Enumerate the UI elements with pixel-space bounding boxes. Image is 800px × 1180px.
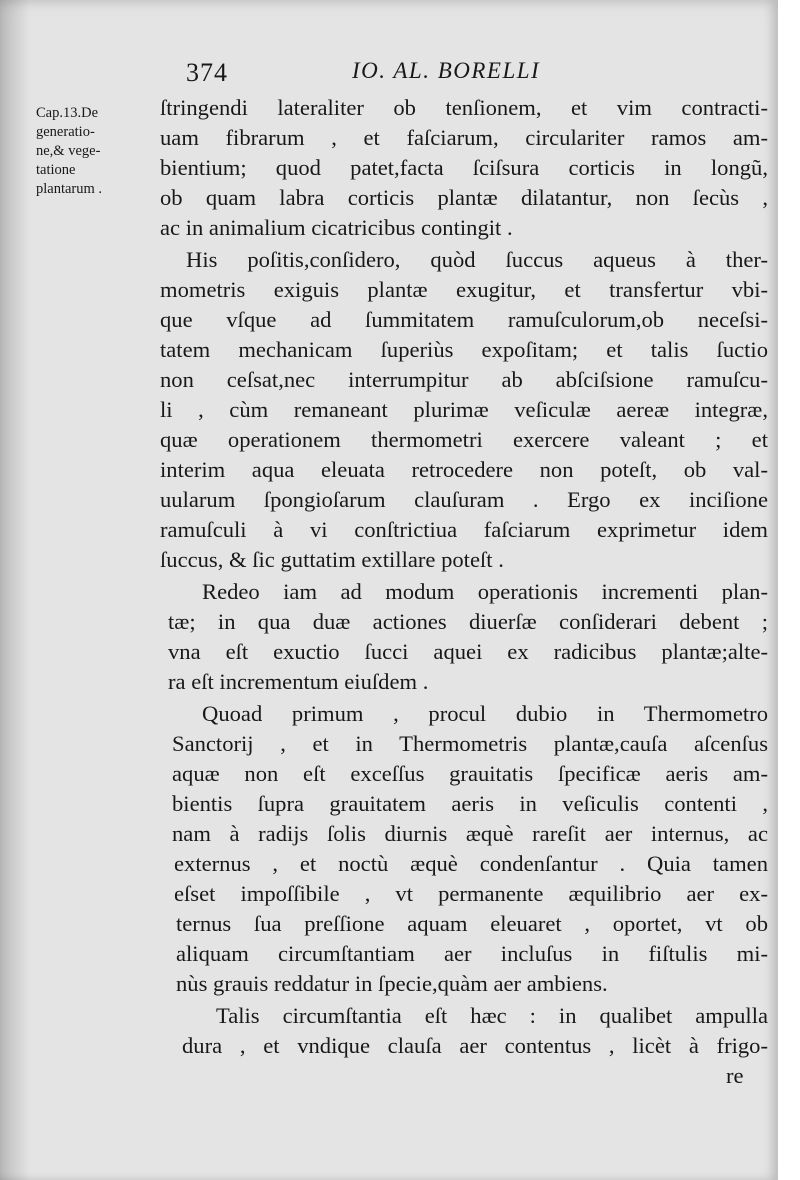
page-number: 374 [186, 58, 228, 87]
margin-note-line: generatio- [36, 124, 95, 140]
text-line: non ceſsat,nec interrumpitur ab abſciſsione ramuſcu- [160, 367, 768, 392]
margin-note-line: Cap.13.De [36, 105, 99, 121]
text-line: vna eſt exuctio ſucci aquei ex radicibus plantæ;alte- [168, 639, 768, 664]
text-line: ob quam labra corticis plantæ dilatantur, non ſecùs , [160, 185, 768, 210]
paragraph-first-line: Redeo iam ad modum operationis incrementi plan- [202, 579, 768, 604]
text-line: bientium; quod patet,facta ſciſsura corticis in longũ, [160, 155, 768, 180]
text-line: ac in animalium cicatricibus contingit . [160, 215, 513, 240]
margin-note-line: plantarum . [36, 181, 103, 197]
text-line: bientis ſupra grauitatem aeris in veſiculis contenti , [172, 791, 768, 816]
text-line: interim aqua eleuata retrocedere non poteſt, ob val- [160, 457, 768, 482]
text-line: ternus ſua preſſione aquam eleuaret , oportet, vt ob [176, 911, 768, 936]
text-line: li , cùm remaneant plurimæ veſiculæ aereæ integræ, [160, 397, 768, 422]
text-line: mometris exiguis plantæ exugitur, et transfertur vbi- [160, 277, 768, 302]
catchword: re [726, 1063, 744, 1088]
text-line: quæ operationem thermometri exercere valeant ; et [160, 427, 768, 452]
text-line: nùs grauis reddatur in ſpecie,quàm aer ambiens. [176, 971, 608, 996]
running-head: IO. AL. BORELLI [352, 58, 541, 83]
text-line: aliquam circumſtantiam aer incluſus in fiſtulis mi- [176, 941, 768, 966]
paragraph-first-line: Quoad primum , procul dubio in Thermometro [202, 701, 768, 726]
text-line: uularum ſpongioſarum clauſuram . Ergo ex inciſione [160, 487, 768, 512]
paragraph-first-line: His poſitis,conſidero, quòd ſuccus aqueus à ther- [186, 247, 768, 272]
text-line: externus , et noctù æquè condenſantur . Quia tamen [174, 851, 768, 876]
paragraph-first-line: Talis circumſtantia eſt hæc : in qualibet ampulla [216, 1003, 768, 1028]
text-line: aquæ non eſt exceſſus grauitatis ſpecificæ aeris am- [172, 761, 768, 786]
text-line: Sanctorij , et in Thermometris plantæ,cauſa aſcenſus [172, 731, 768, 756]
margin-note-line: tatione [36, 162, 76, 178]
margin-note [36, 104, 154, 199]
text-line: tæ; in qua duæ actiones diuerſæ conſiderari debent ; [168, 609, 768, 634]
text-line: ramuſculi à vi conſtrictiua faſciarum exprimetur idem [160, 517, 768, 542]
text-line: nam à radijs ſolis diurnis æquè rareſit aer internus, ac [172, 821, 768, 846]
text-line: ra eſt incrementum eiuſdem . [168, 669, 429, 694]
text-line: ſtringendi lateraliter ob tenſionem, et vim contracti- [160, 95, 768, 120]
text-line: dura , et vndique clauſa aer contentus , licèt à frigo- [182, 1033, 768, 1058]
text-line: ſuccus, & ſic guttatim extillare poteſt . [160, 547, 504, 572]
text-line: que vſque ad ſummitatem ramuſculorum,ob neceſsi- [160, 307, 768, 332]
text-line: uam fibrarum , et faſciarum, circulariter ramos am- [160, 125, 768, 150]
text-line: tatem mechanicam ſuperiùs expoſitam; et talis ſuctio [160, 337, 768, 362]
text-line: eſset impoſſibile , vt permanente æquilibrio aer ex- [174, 881, 768, 906]
page-gutter-shadow [0, 0, 30, 1180]
margin-note-line: ne,& vege- [36, 143, 101, 159]
